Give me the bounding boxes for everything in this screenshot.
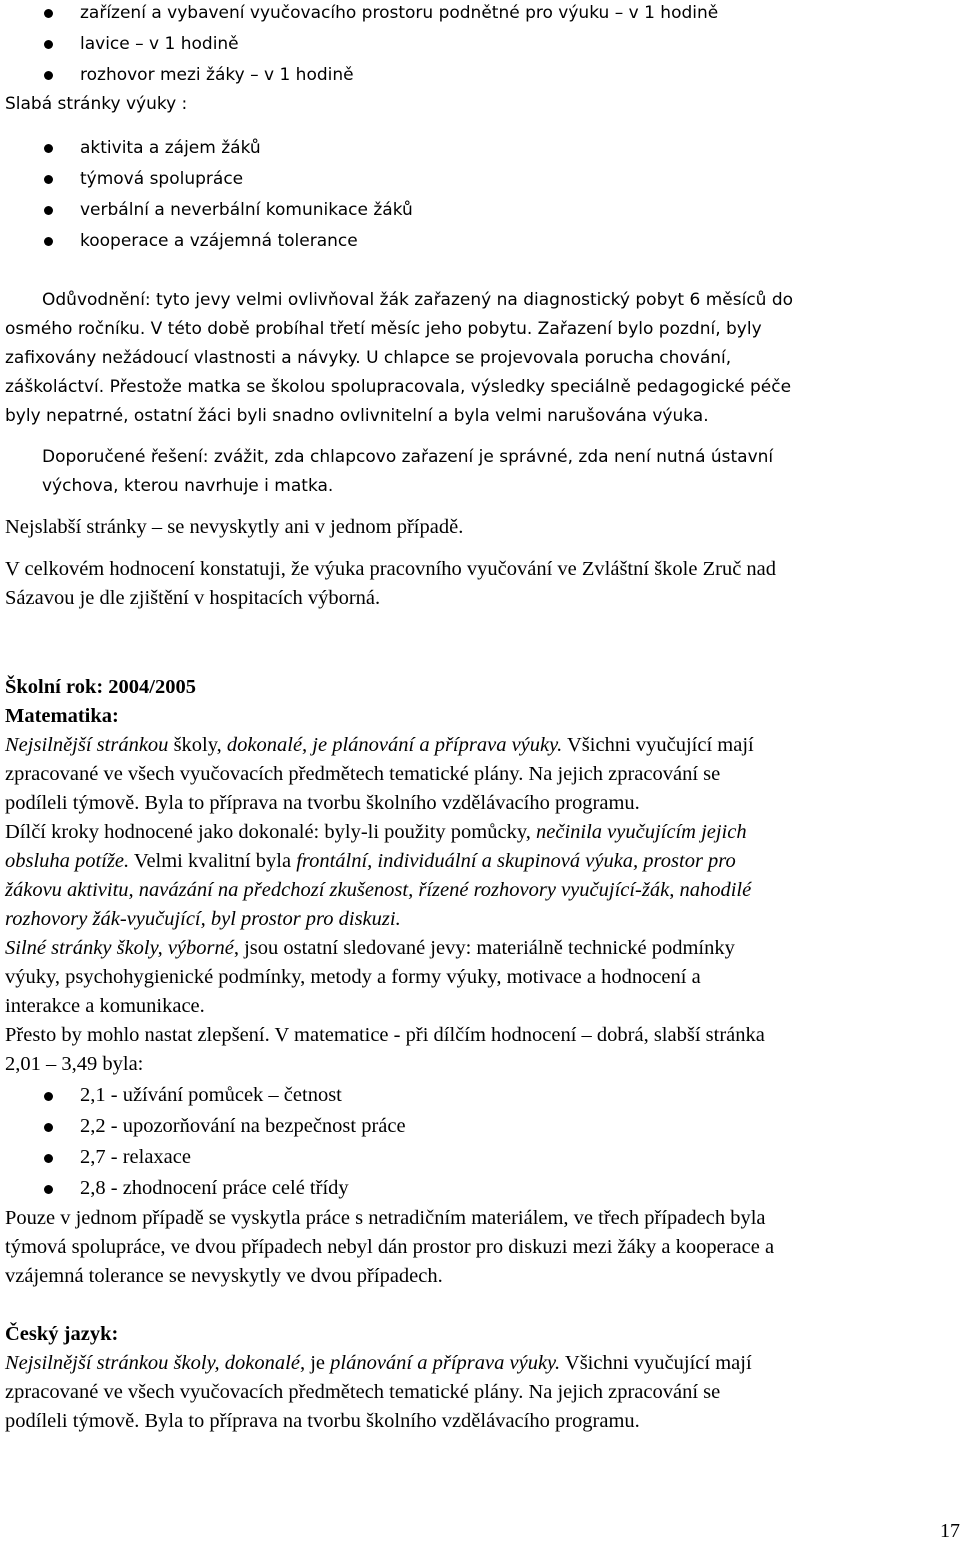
list-item: 2,8 - zhodnocení práce celé třídy <box>80 1173 406 1204</box>
bullet-icon <box>44 1154 53 1163</box>
bullet-icon <box>44 71 53 80</box>
weak-heading: Slabá stránky výuky : <box>5 94 188 114</box>
bullet-icon <box>44 1185 53 1194</box>
list-item: 2,1 - užívání pomůcek – četnost <box>80 1080 406 1111</box>
weakest-line: Nejslabší stránky – se nevyskytly ani v jednom případě. <box>5 516 464 538</box>
bullet-icon <box>44 40 53 49</box>
list-item: zařízení a vybavení vyučovacího prostoru podnětné pro výuku – v 1 hodině <box>80 0 718 29</box>
list-item: 2,2 - upozorňování na bezpečnost práce <box>80 1111 406 1142</box>
page-number: 17 <box>940 1520 960 1542</box>
czech-heading: Český jazyk: <box>5 1323 119 1345</box>
math-after-paragraph: Pouze v jednom případě se vyskytla práce s netradičním materiálem, ve třech případech byla týmová spolupráce, ve dvou případech nebyl dán prostor pro diskuzi mezi žáky a kooperace a vzájemná tolerance se nevyskytly ve dvou případech. <box>5 1207 775 1287</box>
school-year-heading: Školní rok: 2004/2005 <box>5 676 196 698</box>
list-item: 2,7 - relaxace <box>80 1142 406 1173</box>
bullet-icon <box>44 1123 53 1132</box>
math-section: Matematika: Nejsilnější stránkou školy, dokonalé, je plánování a příprava výuky. Všichni vyučující mají zpracované ve všech vyučovacích předmětech tematické plány. Na jejich zpracování se podíleli týmově. Byla to příprava na tvorbu školního vzdělávacího programu. Dílčí kroky hodnocené jako dokonalé: byly-li použity pomůcky, nečinila vyučujícím jejich obsluha potíže. Velmi kvalitní byla frontální, individuální a skupinová výuka, prostor pro žákovu aktivitu, navázání na předchozí zkušenost, řízené rozhovory vyučující-žák, nahodilé rozhovory žák-vyučující, byl prostor pro diskuzi. Silné stránky školy, výborné, jsou ostatní sledované jevy: materiálně technické podmínky výuky, psychohygienické podmínky, metody a formy výuky, motivace a hodnocení a interakce a komunikace. Přesto by mohlo nastat zlepšení. V matematice - při dílčím hodnocení – dobrá, slabší stránka 2,01 – 3,49 byla: <box>5 702 765 1079</box>
bullet-icon <box>44 175 53 184</box>
list-item: verbální a neverbální komunikace žáků <box>80 195 413 226</box>
bullet-icon <box>44 206 53 215</box>
list-item: aktivita a zájem žáků <box>80 133 413 164</box>
list-item: lavice – v 1 hodině <box>80 29 718 60</box>
list-top <box>80 0 718 91</box>
recommendation-paragraph: Doporučené řešení: zvážit, zda chlapcovo zařazení je správné, zda není nutná ústavní výchova, kterou navrhuje i matka. <box>42 447 774 496</box>
list-item: týmová spolupráce <box>80 164 413 195</box>
justification-paragraph: Odůvodnění: tyto jevy velmi ovlivňoval žák zařazený na diagnostický pobyt 6 měsíců do osmého ročníku. V této době probíhal třetí měsíc jeho pobytu. Zařazení bylo pozdní, byly zafixovány nežádoucí vlastnosti a návyky. U chlapce se projevovala porucha chování, záškoláctví. Přestože matka se školou spolupracovala, výsledky speciálně pedagogické péče byly nepatrné, ostatní žáci byli snadno ovlivnitelní a byla velmi narušována výuka. <box>5 290 794 426</box>
math-list <box>80 1080 406 1204</box>
list-item: rozhovor mezi žáky – v 1 hodině <box>80 60 718 91</box>
math-heading: Matematika: <box>5 705 119 727</box>
bullet-icon <box>44 237 53 246</box>
list-item: kooperace a vzájemná tolerance <box>80 226 413 257</box>
bullet-icon <box>44 9 53 18</box>
czech-section: Český jazyk: Nejsilnější stránkou školy, dokonalé, je plánování a příprava výuky. Všichni vyučující mají zpracované ve všech vyučovacích předmětech tematické plány. Na jejich zpracování se podíleli týmově. Byla to příprava na tvorbu školního vzdělávacího programu. <box>5 1320 752 1436</box>
overall-paragraph: V celkovém hodnocení konstatuji, že výuka pracovního vyučování ve Zvláštní škole Zruč nad Sázavou je dle zjištění v hospitacích výborná. <box>5 558 777 609</box>
bullet-icon <box>44 1092 53 1101</box>
list-weak <box>80 133 413 257</box>
bullet-icon <box>44 144 53 153</box>
